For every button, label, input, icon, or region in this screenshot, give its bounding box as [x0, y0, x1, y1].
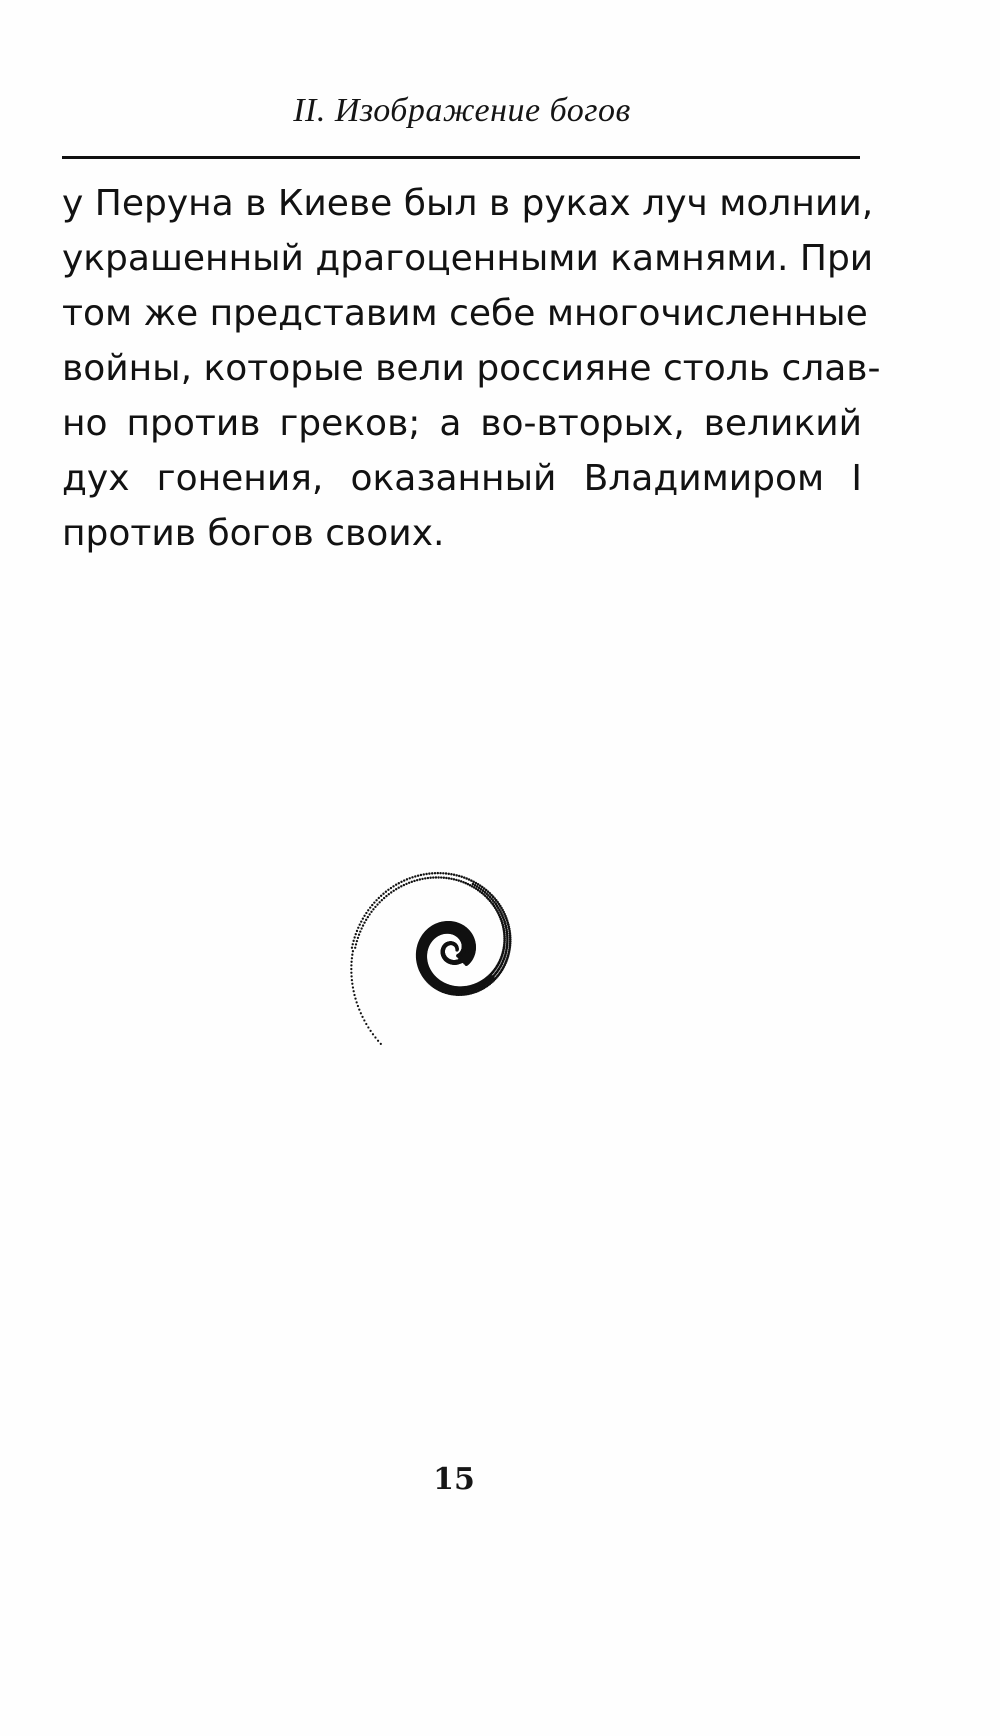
- spiral-arm-dot: [425, 873, 427, 875]
- spiral-arm-dot: [468, 878, 471, 881]
- spiral-arm-dot: [351, 954, 353, 956]
- spiral-arm-dot: [382, 893, 384, 895]
- spiral-arm-dot: [409, 877, 411, 879]
- dotted-spiral-icon: [322, 838, 594, 1082]
- spiral-arm-dot: [462, 881, 464, 883]
- spiral-arm-dot: [362, 924, 364, 926]
- spiral-arm-dot: [481, 886, 484, 889]
- spiral-arm-dot: [445, 872, 447, 874]
- spiral-arm-dot: [469, 884, 472, 887]
- spiral-arm-dot: [472, 883, 475, 886]
- spiral-arm-dot: [383, 897, 385, 899]
- spiral-arm-dot: [467, 883, 470, 886]
- text-line-2: украшенный драгоценными камнями. При: [62, 238, 874, 279]
- spiral-arm-dot: [355, 933, 357, 935]
- spiral-arm-dot: [359, 924, 361, 926]
- spiral-arm-dot: [363, 921, 365, 923]
- spiral-arm-dot: [390, 887, 392, 889]
- spiral-arm-dot: [376, 903, 378, 905]
- text-line-1: у Перуна в Киеве был в руках луч молнии,: [62, 183, 874, 224]
- text-line-5: но против греков; а во-вторых, великий: [62, 403, 862, 444]
- spiral-arm-dot: [350, 961, 352, 963]
- spiral-arm-dot: [367, 909, 369, 911]
- spiral-arm-dot: [356, 940, 358, 942]
- header-divider: [62, 156, 860, 159]
- spiral-arm-dot: [369, 1030, 371, 1032]
- spiral-arm-dot: [352, 940, 354, 942]
- spiral-dots: [350, 872, 511, 1045]
- spiral-arm-dot: [403, 879, 405, 881]
- spiral-arm-dot: [350, 975, 352, 977]
- spiral-arm-dot: [365, 912, 367, 914]
- spiral-arm-dot: [406, 878, 408, 880]
- spiral-arm-dot: [392, 885, 394, 887]
- spiral-arm-dot: [357, 927, 359, 929]
- spiral-arm-dot: [455, 874, 457, 876]
- spiral-arm-dot: [450, 878, 452, 880]
- spiral-arm-dot: [461, 876, 463, 878]
- spiral-arm-dot: [354, 998, 356, 1000]
- spiral-arm-dot: [411, 881, 413, 883]
- spiral-arm-dot: [458, 875, 460, 877]
- spiral-arm-dot: [453, 874, 455, 876]
- spiral-arm-dot: [378, 897, 380, 899]
- spiral-arm-dot: [350, 968, 352, 970]
- spiral-arm-dot: [428, 872, 430, 874]
- spiral-arm-dot: [360, 920, 362, 922]
- spiral-arm-dot: [427, 877, 429, 879]
- spiral-arm-dot: [400, 881, 402, 883]
- spiral-arm-dot: [362, 918, 364, 920]
- spiral-arm-dot: [435, 876, 437, 878]
- running-header-title: II. Изображение богов: [293, 92, 631, 129]
- spiral-arm-dot: [464, 882, 467, 885]
- spiral-arm-dot: [352, 986, 354, 988]
- spiral-arm-dot: [420, 874, 422, 876]
- spiral-arm-dot: [390, 891, 392, 893]
- spiral-arm-dot: [465, 877, 468, 880]
- spiral-arm-dot: [470, 879, 473, 882]
- body-paragraph: [62, 176, 881, 561]
- spiral-arm-dot: [423, 873, 425, 875]
- spiral-arm-dot: [387, 889, 389, 891]
- spiral-arm-dot: [443, 877, 445, 879]
- spiral-arm-dot: [351, 983, 353, 985]
- spiral-arm-dot: [448, 877, 450, 879]
- spiral-arm-dot: [460, 880, 462, 882]
- spiral-arm-dot: [380, 895, 382, 897]
- spiral-arm-dot: [416, 879, 418, 881]
- page-number: 15: [433, 1462, 475, 1497]
- spiral-arm-dot: [372, 908, 374, 910]
- spiral-arm-dot: [445, 877, 447, 879]
- spiral-arm-dot: [398, 882, 400, 884]
- spiral-arm-dot: [458, 879, 460, 881]
- spiral-arm-dot: [453, 878, 455, 880]
- spiral-arm-dot: [417, 874, 419, 876]
- spiral-arm-dot: [365, 919, 367, 921]
- spiral-arm-dot: [367, 1026, 369, 1028]
- spiral-arm-dot: [355, 943, 357, 945]
- text-line-6: дух гонения, оказанный Владимиром I: [62, 458, 862, 499]
- spiral-arm-dot: [361, 1016, 363, 1018]
- spiral-arm-dot: [437, 876, 439, 878]
- spiral-arm-dot: [450, 873, 452, 875]
- spiral-arm-dot: [395, 888, 397, 890]
- spiral-arm-dot: [373, 901, 375, 903]
- spiral-arm-dot: [377, 1040, 379, 1042]
- spiral-arm-dot: [437, 872, 439, 874]
- spiral-arm-dot: [472, 880, 475, 883]
- spiral-arm-dot: [369, 906, 371, 908]
- spiral-arm-dot: [439, 872, 441, 874]
- spiral-arm-dot: [350, 964, 352, 966]
- spiral-arm-dot: [353, 990, 355, 992]
- spiral-arm-dot: [374, 906, 376, 908]
- spiral-arm-dot: [413, 880, 415, 882]
- spiral-arm-dot: [429, 877, 431, 879]
- spiral-arm-dot: [353, 936, 355, 938]
- spiral-arm-dot: [360, 1012, 362, 1014]
- spiral-arm-dot: [350, 972, 352, 974]
- spiral-arm-dot: [434, 872, 436, 874]
- spiral-arm-dot: [424, 877, 426, 879]
- spiral-arm-dot: [421, 878, 423, 880]
- spiral-arm-dot: [381, 899, 383, 901]
- spiral-arm-dot: [359, 930, 361, 932]
- text-line-4: войны, которые вели россияне столь слав-: [62, 348, 881, 389]
- spiral-arm-dot: [372, 1033, 374, 1035]
- spiral-arm-dot: [385, 891, 387, 893]
- spiral-arm-dot: [408, 882, 410, 884]
- spiral-arm-dot: [352, 950, 354, 952]
- spiral-arm-dot: [398, 887, 400, 889]
- spiral-arm-dot: [370, 911, 372, 913]
- spiral-arm-dot: [431, 872, 433, 874]
- spiral-arm-dot: [474, 884, 477, 887]
- spiral-arm-dot: [476, 885, 479, 888]
- spiral-arm-dot: [380, 1043, 382, 1045]
- spiral-arm-dot: [375, 899, 377, 901]
- spiral-arm-dot: [357, 1005, 359, 1007]
- spiral-arm-dot: [419, 878, 421, 880]
- spiral-arm-dot: [367, 916, 369, 918]
- spiral-arm-dot: [378, 901, 380, 903]
- spiral-arm-dot: [448, 873, 450, 875]
- spiral-arm-dot: [358, 1009, 360, 1011]
- spiral-arm-dot: [475, 882, 478, 885]
- spiral-arm-dot: [357, 937, 359, 939]
- spiral-arm-dot: [352, 943, 354, 945]
- spiral-arm-dot: [400, 885, 402, 887]
- spiral-arm-dot: [388, 893, 390, 895]
- spiral-arm-dot: [405, 883, 407, 885]
- spiral-arm-dot: [463, 876, 465, 878]
- spiral-arm-dot: [442, 872, 444, 874]
- spiral-arm-dot: [360, 927, 362, 929]
- spiral-arm-dot: [403, 884, 405, 886]
- spiral-arm-dot: [455, 879, 457, 881]
- spiral-arm-dot: [414, 875, 416, 877]
- spiral-arm-dot: [479, 884, 482, 887]
- spiral-arm-dot: [351, 947, 353, 949]
- spiral-arm-dot: [353, 994, 355, 996]
- spiral-arm-dot: [363, 915, 365, 917]
- spiral-arm-dot: [371, 904, 373, 906]
- spiral-arm-dot: [432, 876, 434, 878]
- spiral-arm-dot: [356, 1001, 358, 1003]
- spiral-arm-dot: [477, 883, 480, 886]
- spiral-arm-dot: [351, 979, 353, 981]
- spiral-arm-dot: [365, 1023, 367, 1025]
- text-line-3: том же представим себе многочисленные: [62, 293, 868, 334]
- spiral-arm-dot: [374, 1036, 376, 1038]
- spiral-arm-dot: [411, 876, 413, 878]
- spiral-arm-dot: [351, 957, 353, 959]
- spiral-arm-dot: [471, 885, 474, 888]
- spiral-arm-dot: [356, 930, 358, 932]
- spiral-arm-dot: [392, 890, 394, 892]
- spiral-arm-dot: [363, 1019, 365, 1021]
- spiral-arm-dot: [440, 876, 442, 878]
- text-line-7: против богов своих.: [62, 513, 445, 554]
- spiral-arm-dot: [395, 884, 397, 886]
- spiral-arm-dot: [354, 947, 356, 949]
- spiral-arm-dot: [358, 934, 360, 936]
- spiral-arm-dot: [368, 913, 370, 915]
- spiral-arm-dot: [385, 895, 387, 897]
